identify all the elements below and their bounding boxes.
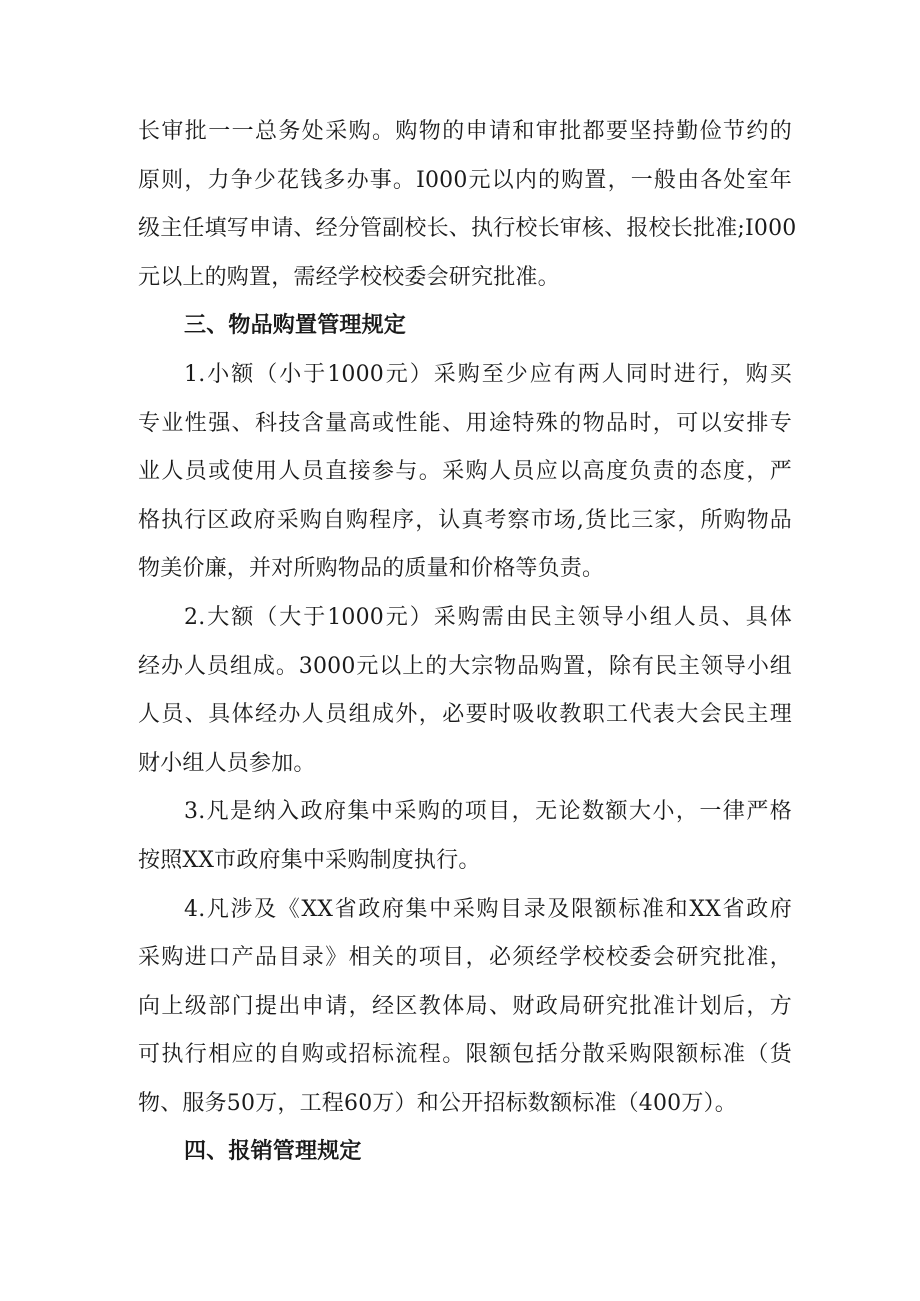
text-line: 物、服务50万，工程60万）和公开招标数额标准（400万）。 [138, 1090, 737, 1116]
paragraph-large-purchase [138, 594, 792, 788]
section-heading-reimbursement-rules: 四、报销管理规定 [184, 1139, 362, 1165]
text-line: 可执行相应的自购或招标流程。限额包括分散采购限额标准（货 [138, 1042, 792, 1068]
paragraph-catalog-limits [138, 886, 792, 1129]
text-line: 元以上的购置，需经学校校委会研究批准。 [138, 264, 560, 290]
text-line: 经办人员组成。3000元以上的大宗物品购置，除有民主领导小组 [138, 653, 792, 679]
document-page [138, 108, 797, 1177]
text-line: 2.大额（大于1000元）采购需由民主领导小组人员、具体 [184, 604, 792, 630]
text-line: 向上级部门提出申请，经区教体局、财政局研究批准计划后，方 [138, 993, 792, 1019]
text-line: 物美价廉，并对所购物品的质量和价格等负责。 [138, 556, 605, 582]
text-line: 业人员或使用人员直接参与。采购人员应以高度负责的态度，严 [138, 459, 792, 485]
paragraph-approval-process [138, 108, 797, 302]
paragraph-small-purchase [138, 351, 792, 594]
text-line: 专业性强、科技含量高或性能、用途特殊的物品时，可以安排专 [138, 410, 792, 436]
text-line: 按照XX市政府集中采购制度执行。 [138, 847, 481, 873]
text-line: 财小组人员参加。 [138, 750, 316, 776]
text-line: 长审批一一总务处采购。购物的申请和审批都要坚持勤俭节约的 [138, 119, 792, 144]
section-heading-purchase-rules: 三、物品购置管理规定 [184, 313, 407, 339]
text-line: 3.凡是纳入政府集中采购的项目，无论数额大小，一律严格 [184, 799, 792, 825]
text-line: 人员、具体经办人员组成外，必要时吸收教职工代表大会民主理 [138, 702, 792, 728]
text-line: 4.凡涉及《XX省政府集中采购目录及限额标准和XX省政府 [184, 896, 792, 922]
text-line: 级主任填写申请、经分管副校长、执行校长审核、报校长批准;I000 [138, 216, 797, 242]
text-line: 采购进口产品目录》相关的项目，必须经学校校委会研究批准， [138, 945, 792, 971]
paragraph-centralized-purchase [138, 788, 792, 885]
text-line: 1.小额（小于1000元）采购至少应有两人同时进行，购买 [184, 361, 792, 387]
text-line: 格执行区政府采购自购程序，认真考察市场,货比三家，所购物品 [138, 507, 792, 533]
text-line: 原则，力争少花钱多办事。I000元以内的购置，一般由各处室年 [138, 167, 792, 193]
